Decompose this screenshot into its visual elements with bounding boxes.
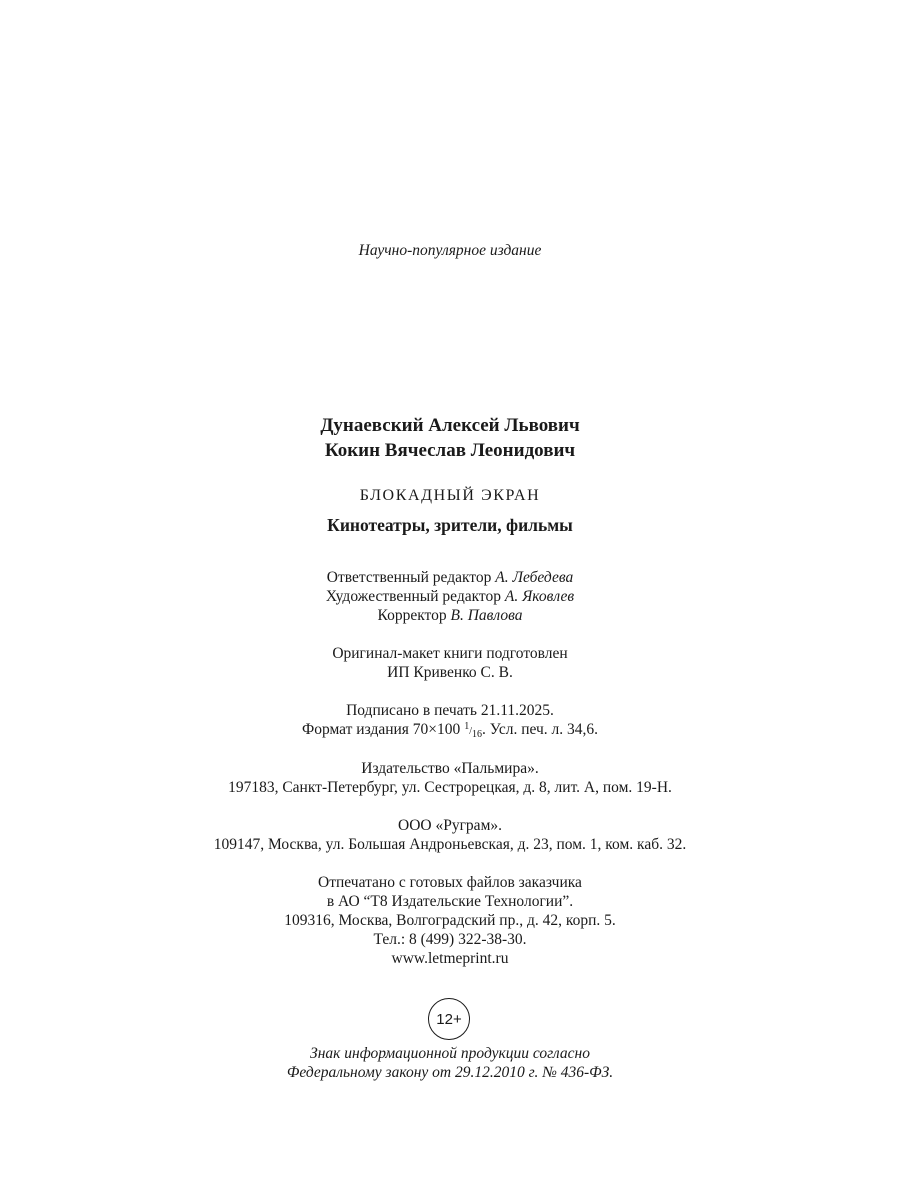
print-format — [0, 720, 900, 741]
printer-address: 109316, Москва, Волгоградский пр., д. 42, корп. 5. — [284, 912, 616, 929]
credit-role: Корректор — [377, 607, 447, 624]
credit-name: В. Павлова — [450, 607, 523, 624]
company-address: 109147, Москва, ул. Большая Андроньевская, д. 23, пом. 1, ком. каб. 32. — [213, 836, 687, 853]
book-subtitle: Кинотеатры, зрители, фильмы — [327, 515, 573, 535]
credit-proofreader — [0, 606, 900, 625]
format-suffix: . Усл. печ. л. 34,6. — [481, 721, 599, 738]
printer-phone: Тел.: 8 (499) 322-38-30. — [373, 931, 527, 948]
publisher-address: 197183, Санкт-Петербург, ул. Сестрорецкая, д. 8, лит. А, пом. 19-Н. — [228, 779, 672, 796]
credit-editor — [0, 568, 900, 587]
credit-name: А. Яковлев — [504, 588, 575, 605]
edition-type: Научно-популярное издание — [358, 242, 542, 259]
printer-line-2: в АО “Т8 Издательские Технологии”. — [326, 893, 574, 910]
rating-note-line-2: Федеральному закону от 29.12.2010 г. № 436-ФЗ. — [286, 1064, 614, 1081]
credit-role: Художественный редактор — [325, 588, 501, 605]
printer-line-1: Отпечатано с готовых файлов заказчика — [318, 874, 582, 891]
age-rating-badge: 12+ — [428, 998, 470, 1040]
print-signed: Подписано в печать 21.11.2025. — [346, 702, 554, 719]
printer-website: www.letmeprint.ru — [391, 950, 509, 967]
credit-role: Ответственный редактор — [326, 569, 492, 586]
format-prefix: Формат издания 70×100 — [301, 721, 461, 738]
publisher-name: Издательство «Пальмира». — [361, 760, 539, 777]
layout-prep-line-2: ИП Кривенко С. В. — [387, 664, 513, 681]
layout-prep-line-1: Оригинал-макет книги подготовлен — [332, 645, 568, 662]
book-title: БЛОКАДНЫЙ ЭКРАН — [359, 487, 541, 504]
format-fraction: 1/16 — [464, 721, 482, 740]
credit-art-editor — [0, 587, 900, 606]
author-1: Дунаевский Алексей Львович — [320, 415, 580, 436]
credit-name: А. Лебедева — [495, 569, 574, 586]
rating-note-line-1: Знак информационной продукции согласно — [310, 1045, 590, 1062]
format-fraction-denominator: 16 — [471, 729, 482, 740]
format-fraction-numerator: 1 — [464, 721, 470, 732]
company-name: ООО «Руграм». — [398, 817, 502, 834]
author-2: Кокин Вячеслав Леонидович — [324, 440, 576, 461]
